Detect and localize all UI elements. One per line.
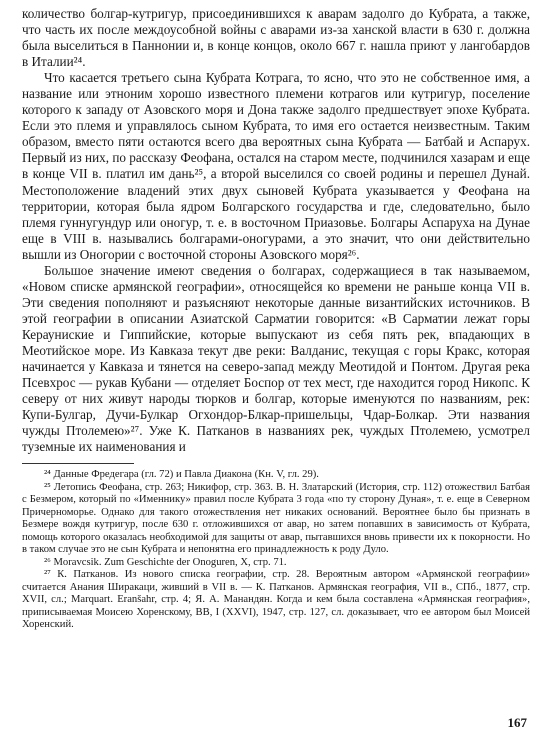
paragraph: Большое значение имеют сведения о болгарах, содержащиеся в так называемом, «Новом списке армянской географии», относящейся ко времени не раньше конца VII в. Эти сведения пополняют и разъясняют некоторые данные византийских источников. В этой географии в описании Азиатской Сарматии говорится: «В Сарматии лежат горы Керауниские и Гиппийские, которые выпускают из себя пять рек, впадающих в Меотийское море. Из Кавказа текут две реки: Валданис, текущая с горы Кракс, которая начинается у Кавказа и тянется на северо-запад между Меотидой и Понтом. Другая река Псевхрос — рукав Кубани — отделяет Боспор от тех мест, где находится город Никопс. К северу от них живут народы тюрков и болгар, которые именуются по названиям, рек: Купи-Булгар, Дучи-Булкар Огхондор-Блкар-пришельцы, Чдар-Болкар. Эти названия чужды Птолемею»²⁷. Уже К. Патканов в названиях рек, чуждых Птолемею, усмотрел туземные их наименования и bbox=[22, 262, 530, 455]
paragraph: количество болгар-кутригур, присоединившихся к аварам задолго до Кубрата, а также, что часть их после междоусобной войны с аварами из-за ханской власти в 630 г. должна была выселиться в Паннонии и, в конце концов, около 667 г. нашла приют у лангобардов в Италии²⁴. bbox=[22, 6, 530, 70]
footnote-divider bbox=[22, 463, 134, 464]
paragraph: Что касается третьего сына Кубрата Котрага, то ясно, что это не собственное имя, а название или этноним хорошо известного племени котрагов или кутригур, поселение которого к западу от Азовского моря и Дона также задолго предшествует эпохе Кубрата. Если это племя и управлялось сыном Кубрата, то имя его остается неизвестным. Таким образом, вместо пяти остаются всего два вероятных сына Кубрата — Батбай и Аспарух. Первый из них, по рассказу Феофана, остался на старом месте, подчинился хазарам и еще в конце VII в. платил им дань²⁵, а второй выселился со своей родины и перешел Дунай. Местоположение владений этих двух сыновей Кубрата указывается у Феофана на территории, которая была ядром Болгарского государства и где, следовательно, было племя гуннугундур или оногур, т. е. в восточном Приазовье. Болгары Аспаруха на Дунае еще в VIII в. назывались болгарами-оногурами, а это значит, что они действительно вышли из Оногории с восточной стороны Азовского моря²⁶. bbox=[22, 70, 530, 262]
page-number: 167 bbox=[507, 715, 527, 730]
footnotes bbox=[22, 469, 530, 632]
footnote: ²⁶ Moravcsik. Zum Geschichte der Onoguren, X, стр. 71. bbox=[44, 556, 287, 568]
footnote: ²⁵ Летопись Феофана, стр. 263; Никифор, стр. 363. В. Н. Златарский (История, стр. 112) отожествил Батбая с Безмером, который по «Именнику» правил после Кубрата 3 года «по ту сторону Дуная», т. е. еще в Северном Причерноморье. Однако для такого отожествления нет никаких оснований. Вероятнее было бы признать в Безмере вождя кутригур, после 630 г. отложившихся от авар, но затем попавших в зависимость от Кубрата, помощь которого оказалась необходимой для защиты от авар, пытавшихся вновь привести их к покорности. Но в таком случае это не сын Кубрата и непонятна его принадлежность к роду Дуло. bbox=[22, 481, 530, 556]
book-page bbox=[22, 6, 530, 632]
main-text bbox=[22, 6, 530, 455]
footnote: ²⁷ К. Патканов. Из нового списка географии, стр. 28. Вероятным автором «Армянской географии» считается Анания Ширакаци, живший в VII в. — К. Патканов. Армянская география, VII в., СПб., 1877, стр. XVII, сл.; Marquart. Eranšahr, стр. 4; Я. А. Манандян. Когда и кем была составлена «Армянская география», приписываемая Моисею Хоренскому, ВВ, I (XXVI), 1947, стр. 127, сл. доказывает, что ее автором был Моисей Хоренский. bbox=[22, 569, 530, 631]
footnote: ²⁴ Данные Фредегара (гл. 72) и Павла Диакона (Кн. V, гл. 29). bbox=[44, 469, 319, 481]
